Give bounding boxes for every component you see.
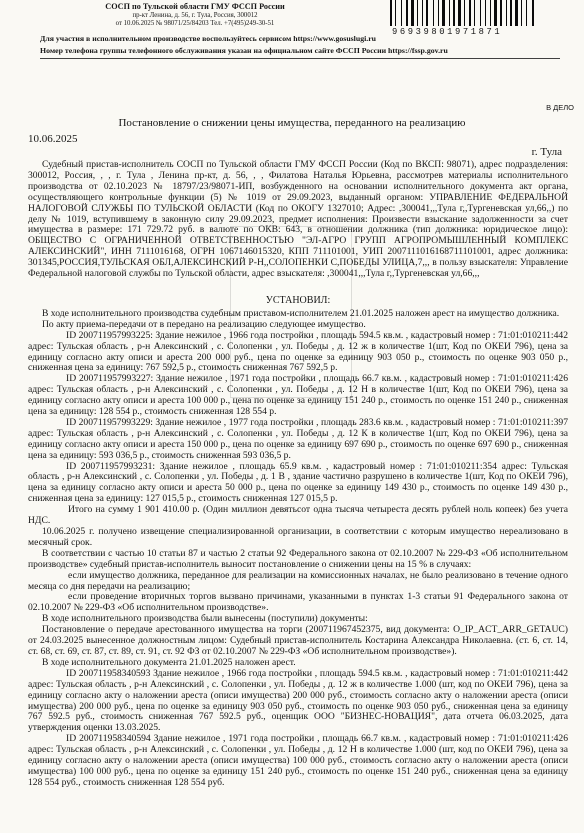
property-item: ID 200711957993225: Здание нежилое , 1966 года постройки , площадь 594.5 кв.м. , кадастровый номер : 71:01:010211:442 адрес: Тульская область , р-н Алексинский , с. Солопенки , ул. Победы , д. 12 ж в количестве 1(шт, Код по ОКЕИ 796), цена за единицу согласно акту описи и ареста 200 000 руб., цена по оценке за единицу 903 050 р., стоимость по оценке 903 050 р., сниженная цена за единицу: 767 592,5 р., стоимость сниженная 767 592,5 р. xyxy=(28,329,568,374)
barcode-bar xyxy=(466,0,468,26)
barcode-bar xyxy=(393,0,394,26)
body-paragraph: В ходе исполнительного производства были вынесены (поступили) документы: xyxy=(42,613,368,625)
barcode-bar xyxy=(456,0,457,26)
barcode-number: 96939801971871 xyxy=(392,27,503,37)
barcode-bar xyxy=(453,0,455,26)
barcode-bar xyxy=(397,0,400,26)
gosuslugi-note: Для участия в исполнительном производстве воспользуйтесь сервисом https://www.gosuslugi.ru xyxy=(40,34,377,43)
header-organization xyxy=(70,3,320,29)
body-paragraph: если проведение вторичных торгов вызвано причинами, указанными в пунктах 1-3 статьи 91 Федерального закона от 02.10.2007 № 229-ФЗ «Об исполнительном производстве». xyxy=(28,591,568,614)
body-paragraph: В ходе исполнительного документа 21.01.2025 наложен арест. xyxy=(42,656,296,668)
body-paragraph: Постановление о передаче арестованного имущества на торги (200711967452375, вид документа: O_IP_ACT_ARR_GETAUC) от 24.03.2025 вынесенное должностным лицом: Судебный пристав-исполнитель Костарина Александра Николаевна. (ст. 6, ст. 14, ст. 68, ст. 69, ст. 87, ст. 89, ст. 91, ст. 92 ФЗ от 02.10.2007 № 229-ФЗ «Об исполнительном производстве»). xyxy=(28,624,568,657)
document-body xyxy=(28,160,568,789)
barcode-bar xyxy=(406,0,408,26)
barcode-bar xyxy=(415,0,416,26)
barcode-bar xyxy=(521,0,522,26)
barcode-bar xyxy=(474,0,475,26)
barcode-bar xyxy=(411,0,414,26)
barcode-bar xyxy=(390,0,392,26)
barcode-bar xyxy=(532,0,534,26)
body-paragraph: 10.06.2025 г. получено извещение специализированной организации, в соответствии с которым имущество нереализовано в месячный срок. xyxy=(28,526,568,548)
barcode-bar xyxy=(469,0,471,26)
barcode-bar xyxy=(409,0,410,26)
barcode-bar xyxy=(403,0,405,26)
property-item: ID 200711957993229: Здание нежилое , 1977 года постройки , площадь 283.6 кв.м. , кадастровый номер : 71:01:010211:397 адрес: Тульская область , р-н Алексинский , с. Солопенки , ул. Победы , д. 12 К в количестве 1(шт, Код по ОКЕИ 796), цена за единицу согласно акту описи и ареста 150 000 р., цена по оценке за единицу 697 690 р., стоимость по оценке 697 690 р., сниженная цена за единицу: 593 036,5 р., стоимость сниженная 593 036,5 р. xyxy=(28,416,568,461)
barcode-bar xyxy=(494,0,497,26)
property-item: ID 200711958340594 Здание нежилое , 1971 года постройки , площадь 66.7 кв.м. , кадастровый номер : 71:01:010211:426 адрес: Тульская область , р-н Алексинский , с. Солопенки , ул. Победы , д. 12 Н в количестве 1.000 (шт, код по ОКЕИ 796), цена за единицу согласно акту о наложении ареста (описи имущества) 100 000 руб., стоимость согласно акту о наложении ареста (описи имущества) 100 000 руб., цена по оценке за единицу 151 240 руб., стоимость по оценке 151 240 руб., сниженная цена за единицу 128 554 руб., стоимость сниженная 128 554 руб. xyxy=(28,733,568,788)
barcode-bar xyxy=(429,0,432,26)
barcode-bar xyxy=(419,0,421,26)
body-paragraph: В соответствии с частью 10 статьи 87 и частью 2 статьи 92 Федерального закона от 02.10.2007 № 229-ФЗ «Об исполнительном производстве» судебный пристав-исполнитель выносит постановление о снижении цены на 15 % в случаях: xyxy=(28,547,568,570)
total-paragraph: Итого на сумму 1 901 410.00 р. (Один миллион девятьсот одна тысяча четыреста десять рублей ноль копеек) без учета НДС. xyxy=(28,504,568,527)
barcode-bar xyxy=(426,0,428,26)
document-date: 10.06.2025 xyxy=(28,133,78,145)
barcode-bar xyxy=(417,0,418,26)
barcode-bar xyxy=(480,0,481,26)
barcode-bar xyxy=(401,0,402,26)
barcode xyxy=(390,0,576,26)
barcode-bar xyxy=(513,0,514,26)
barcode-bar xyxy=(442,0,445,26)
barcode-bar xyxy=(435,0,437,26)
barcode-bar xyxy=(424,0,425,26)
barcode-bar xyxy=(500,0,502,26)
barcode-bar xyxy=(440,0,441,26)
property-item: ID 200711957993227: Здание нежилое , 1971 года постройки , площадь 66.7 кв.м. , кадастровый номер : 71:01:010211:426 адрес: Тульская область , р-н Алексинский , с. Солопенки , ул. Победы , д. 12 Н в количестве 1(шт, Код по ОКЕИ 796), цена за единицу согласно акту описи и ареста 100 000 р., цена по оценке за единицу 151 240 р., стоимость по оценке 151 240 р., сниженная цена за единицу: 128 554 р., стоимость сниженная 128 554 р. xyxy=(28,373,568,418)
barcode-bar xyxy=(519,0,520,26)
barcode-bar xyxy=(528,0,531,26)
property-item: ID 200711958340593 Здание нежилое , 1966 года постройки , площадь 594.5 кв.м. , кадастровый номер : 71:01:010211:442 адрес: Тульская область , р-н Алексинский , с. Солопенки , ул. Победы , д. 12 ж в количестве 1.000 (шт, код по ОКЕИ 796), цена за единицу согласно акту о наложении ареста (описи имущества) 200 000 руб., стоимость согласно акту о наложении ареста (описи имущества) 200 000 руб., цена по оценке за единицу 903 050 руб., стоимость по оценке 903 050 руб., сниженная цена за единицу 767 592.5 руб., стоимость сниженная 767 592.5 руб., оценщик ООО "БИЗНЕС-НОВАЦИЯ", дата отчета 06.03.2025, дата утверждения оценки 13.03.2025. xyxy=(28,667,568,734)
corner-mark: В ДЕЛО xyxy=(546,103,574,112)
barcode-bar xyxy=(498,0,499,26)
doc-reference: от 10.06.2025 № 98071/25/84203 Тел. +7(495)249-30-51 xyxy=(115,20,275,28)
intro-paragraph: Судебный пристав-исполнитель СОСП по Тульской области ГМУ ФССП России (Код по ВКСП: 98071), адрес подразделения: 300012, Россия, , , г. Тула , Ленина пр-кт, д. 56, , , Филатова Наталья Юрьевна, рассмотрев материалы исполнительного производства от 02.10.2023 № 18797/23/98071-ИП, возбужденного на основании исполнительного документа акт органа, осуществляющего контрольные функции (5) № 1019 от 29.09.2023, выданный органом: УПРАВЛЕНИЕ ФЕДЕРАЛЬНОЙ НАЛОГОВОЙ СЛУЖБЫ ПО ТУЛЬСКОЙ ОБЛАСТИ (Код по ОКОГУ 1327010; Адрес: ,300041,,,Тула г,,Тургеневская ул,66,,) по делу № 1019, вступившему в законную силу 29.09.2023, предмет исполнения: Произвести взыскание задолженности за счет имущества в размере: 171 729.72 руб. в валюте по ОКВ: 643, в отношении должника (тип должника: юридическое лицо): ОБЩЕСТВО С ОГРАНИЧЕННОЙ ОТВЕТСТВЕННОСТЬЮ "ЭЛ-АГРО ГРУПП АГРОПРОМЫШЛЕННЫЙ КОМПЛЕКС АЛЕКСИНСКИЙ", ИНН 7111016168, ОГРН 1067146015320, КПП 711101001, УИП 2007111016168711101001, адрес должника: 301345,РОССИЯ,ТУЛЬСКАЯ ОБЛ,АЛЕКСИНСКИЙ Р-Н,,СОЛОПЕНКИ С,ПОБЕДЫ УЛИЦА,7,,, в пользу взыскателя: Управление Федеральной налоговой службы по Тульской области, адрес взыскателя: ,300041,,,Тула г,,Тургеневская ул,66,,, xyxy=(28,159,568,280)
barcode-bar xyxy=(449,0,450,26)
barcode-bar xyxy=(506,0,507,26)
barcode-bar xyxy=(503,0,505,26)
barcode-bar xyxy=(487,0,489,26)
barcode-bar xyxy=(458,0,461,26)
barcode-bar xyxy=(535,0,536,26)
barcode-bar xyxy=(510,0,512,26)
barcode-bar xyxy=(492,0,493,26)
document-city: г. Тула xyxy=(531,146,562,158)
barcode-bar xyxy=(515,0,518,26)
barcode-bar xyxy=(482,0,484,26)
section-heading: УСТАНОВИЛ: xyxy=(265,294,331,306)
phone-note: Номер телефона группы телефонного обслуживания указан на официальном сайте ФССП России https://fssp.gov.ru xyxy=(40,46,448,55)
barcode-bar xyxy=(446,0,448,26)
body-paragraph: если имущество должника, переданное для реализации на комиссионных началах, не было реализовано в течение одного месяца со дня передачи на реализацию; xyxy=(28,569,568,592)
barcode-bar xyxy=(395,0,396,26)
header-divider xyxy=(40,58,560,59)
barcode-bar xyxy=(508,0,509,26)
org-address: пр-кт Ленина, д. 56, г. Тула, Россия, 300012 xyxy=(132,11,258,19)
document-title: Постановление о снижении цены имущества, переданного на реализацию xyxy=(118,117,466,129)
property-item: ID 200711957993231: Здание нежилое , площадь 65.9 кв.м. , кадастровый номер : 71:01:010211:354 адрес: Тульская область , р-н Алексинский , с. Солопенки , ул. Победы , д. 1 В , здание частично разрушено в количестве 1(шт, Код по ОКЕИ 796), цена за единицу согласно акту описи и ареста 50 000 р., цена по оценке за единицу 149 430 р., стоимость по оценке 149 430 р., сниженная цена за единицу: 127 015,5 р., стоимость сниженная 127 015,5 р. xyxy=(28,460,568,505)
barcode-bar xyxy=(451,0,452,26)
barcode-bar xyxy=(464,0,465,26)
barcode-bar xyxy=(523,0,525,26)
barcode-bar xyxy=(422,0,423,26)
barcode-bar xyxy=(476,0,479,26)
barcode-bar xyxy=(485,0,486,26)
barcode-bar xyxy=(438,0,439,26)
body-paragraph: В ходе исполнительного производства судебным приставом-исполнителем 21.01.2025 наложен арест на имущество должника. xyxy=(42,307,560,319)
barcode-bar xyxy=(433,0,434,26)
barcode-bar xyxy=(462,0,463,26)
barcode-bar xyxy=(526,0,527,26)
barcode-bar xyxy=(472,0,473,26)
body-paragraph: По акту приема-передачи от в передано на реализацию следующее имущество. xyxy=(42,318,366,330)
barcode-bar xyxy=(490,0,491,26)
org-name: СОСП по Тульской области ГМУ ФССП России xyxy=(105,2,285,11)
